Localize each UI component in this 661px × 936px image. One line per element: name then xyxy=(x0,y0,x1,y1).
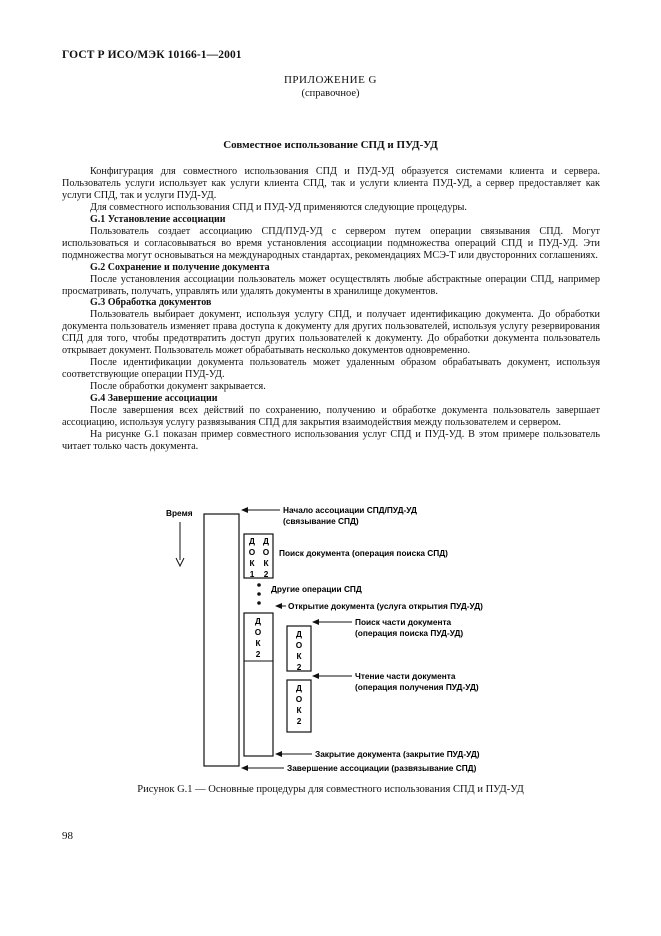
dok2-letter: О xyxy=(295,694,303,704)
label-assoc-start-1: Начало ассоциации СПД/ПУД-УД xyxy=(283,505,417,515)
label-part-read-2: (операция получения ПУД-УД) xyxy=(355,682,479,692)
page-number: 98 xyxy=(62,830,73,842)
dok2-letter: К xyxy=(296,705,302,715)
dok2-letter: Д xyxy=(296,629,302,639)
dok1-letter: 1 xyxy=(249,569,255,579)
paragraph: Пользователь выбирает документ, используя услугу СПД, и получает идентификацию документа. До обработки документа пользователь изменяет права доступа к документу для других пользователей, используя услугу резервирования СПД для того, чтобы предотвратить доступ других пользователей к документу. До обработки документа пользователь открывает документ. Пользователь может обрабатывать несколько документов одновременно. xyxy=(62,309,600,357)
dok2-letter: 2 xyxy=(263,569,269,579)
paragraph: После установления ассоциации пользователь может осуществлять любые абстрактные операции СПД, например просматривать, получать, управлять или удалять документы в хранилище документов. xyxy=(62,273,600,297)
dok2-letter: О xyxy=(262,547,270,557)
appendix-title: ПРИЛОЖЕНИЕ G xyxy=(283,74,377,86)
paragraph: После обработки документ закрывается. xyxy=(90,381,266,393)
ellipsis-dot xyxy=(257,583,261,587)
subsection-heading: G.3 Обработка документов xyxy=(90,297,212,309)
dok2-letter: О xyxy=(295,640,303,650)
ellipsis-dot xyxy=(257,601,261,605)
label-doc-search: Поиск документа (операция поиска СПД) xyxy=(279,548,448,558)
subsection-heading: G.2 Сохранение и получение документа xyxy=(90,261,270,273)
dok2-letter: 2 xyxy=(296,662,302,672)
dok2-letter: 2 xyxy=(255,649,261,659)
dok2-letter: 2 xyxy=(296,716,302,726)
figure-caption: Рисунок G.1 — Основные процедуры для совместного использования СПД и ПУД-УД xyxy=(137,784,524,795)
label-part-search-2: (операция поиска ПУД-УД) xyxy=(355,628,464,638)
paragraph: На рисунке G.1 показан пример совместного использования услуг СПД и ПУД-УД. В этом примере пользователь читает только часть документа. xyxy=(62,428,600,452)
ellipsis-dot xyxy=(257,592,261,596)
dok2-letter: К xyxy=(255,638,261,648)
dok1-letter: О xyxy=(248,547,256,557)
paragraph: Пользователь создает ассоциацию СПД/ПУД-УД с сервером путем операции связывания СПД. Могут использоваться и согласовываться во время установления ассоциации подмножества операций СПД и ПУД-УД. Эти подмножества могут основываться на международных стандартах, рекомендациях МСЭ-Т или двусторонних соглашениях. xyxy=(62,225,600,261)
time-label: Время xyxy=(166,508,193,518)
label-part-read-1: Чтение части документа xyxy=(355,671,456,681)
paragraph: После завершения всех действий по сохранению, получению и обработке документа пользователь завершает ассоциацию, используя услугу развязывания СПД для закрытия взаимодействия между пользователем и сервером. xyxy=(62,405,600,429)
label-doc-open: Открытие документа (услуга открытия ПУД-УД) xyxy=(288,601,483,611)
paragraph: После идентификации документа пользователь может удаленным образом обрабатывать документ, используя соответствующие операции ПУД-УД. xyxy=(62,357,600,381)
dok2-letter: К xyxy=(263,558,269,568)
dok1-letter: К xyxy=(249,558,255,568)
subsection-heading: G.1 Установление ассоциации xyxy=(90,213,226,225)
section-title: Совместное использование СПД и ПУД-УД xyxy=(223,139,438,151)
label-part-search-1: Поиск части документа xyxy=(355,617,452,627)
label-doc-close: Закрытие документа (закрытие ПУД-УД) xyxy=(315,749,480,759)
document-header: ГОСТ Р ИСО/МЭК 10166-1—2001 xyxy=(62,49,242,61)
dok2-letter: Д xyxy=(255,616,261,626)
appendix-subtitle: (справочное) xyxy=(301,88,360,99)
paragraph: Для совместного использования СПД и ПУД-УД применяются следующие процедуры. xyxy=(90,201,467,213)
label-assoc-end: Завершение ассоциации (развязывание СПД) xyxy=(287,763,477,773)
dok1-letter: Д xyxy=(249,536,255,546)
paragraph: Конфигурация для совместного использования СПД и ПУД-УД образуется системами клиента и сервера. Пользователь услуги использует как услуги клиента СПД, так и услуги клиента ПУД-УД, а сервер предоставляет как услуги СПД, так и услуги ПУД-УД. xyxy=(62,166,600,201)
label-assoc-start-2: (связывание СПД) xyxy=(283,516,359,526)
association-bar xyxy=(204,514,239,766)
dok2-letter: Д xyxy=(263,536,269,546)
label-other-ops: Другие операции СПД xyxy=(271,584,362,594)
dok2-letter: О xyxy=(254,627,262,637)
subsection-heading: G.4 Завершение ассоциации xyxy=(90,393,218,405)
dok2-letter: Д xyxy=(296,683,302,693)
dok2-letter: К xyxy=(296,651,302,661)
